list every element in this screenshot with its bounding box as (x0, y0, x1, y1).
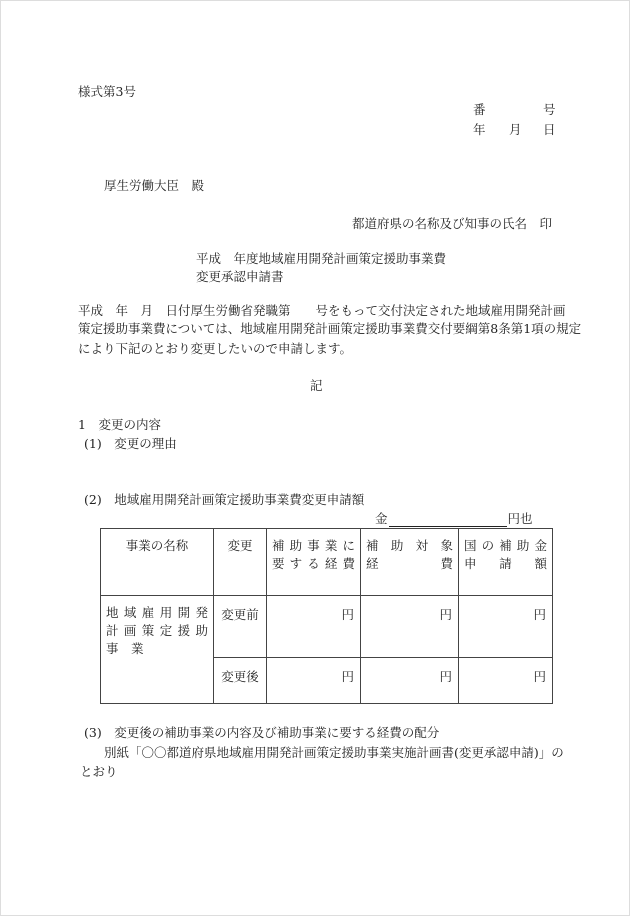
subsidy-cell: 円 (533, 669, 546, 684)
title-line-1: 平成 年度地域雇用開発計画策定援助事業費 (196, 251, 447, 266)
amount-line (375, 511, 533, 527)
date-month: 月 (509, 122, 522, 137)
item-3-text-line-1: 別紙「〇〇都道府県地域雇用開発計画策定援助事業実施計画書(変更承認申請)」の (104, 745, 564, 760)
body-line-1: 平成 年 月 日付厚生労働省発職第 号をもって交付決定された地域雇用開発計画 (78, 303, 566, 318)
number-label-1: 番 (473, 102, 486, 117)
table-row (101, 596, 553, 658)
subsidy-cell: 円 (533, 607, 546, 622)
number-label-2: 号 (543, 102, 556, 117)
form-number: 様式第3号 (78, 84, 136, 99)
item-1-heading: (1) 変更の理由 (84, 436, 177, 451)
header-change: 変更 (227, 538, 253, 553)
date-day: 日 (543, 122, 556, 137)
project-name-l1: 地域雇用開発 (106, 605, 208, 620)
header-cost-l2: 要する経費 (272, 556, 355, 571)
eligible-cell: 円 (439, 669, 452, 684)
budget-table (100, 528, 553, 704)
cost-cell: 円 (341, 669, 354, 684)
addressee: 厚生労働大臣 殿 (104, 178, 205, 193)
header-cost-l1: 補助事業に (272, 538, 355, 553)
item-2-heading: (2) 地域雇用開発計画策定援助事業費変更申請額 (84, 492, 365, 507)
section-1-heading: 1 変更の内容 (78, 417, 161, 432)
amount-blank[interactable] (389, 513, 507, 527)
cost-cell: 円 (341, 607, 354, 622)
row-label: 変更後 (221, 669, 259, 684)
project-name-l2: 計画策定援助 (106, 623, 208, 638)
title-line-2: 変更承認申請書 (196, 269, 284, 284)
date-year: 年 (473, 122, 486, 137)
row-label: 変更前 (221, 607, 259, 622)
project-name-l3: 事 業 (106, 641, 144, 656)
ki-heading: 記 (310, 378, 323, 393)
header-name: 事業の名称 (125, 538, 189, 553)
header-eligible-l1: 補助対象 (366, 538, 453, 553)
amount-prefix: 金 (375, 511, 388, 526)
header-subsidy-l2: 申請額 (464, 556, 547, 571)
amount-suffix: 円也 (507, 511, 533, 526)
item-3-text-line-2: とおり (80, 764, 118, 779)
item-3-heading: (3) 変更後の補助事業の内容及び補助事業に要する経費の配分 (84, 725, 440, 740)
eligible-cell: 円 (439, 607, 452, 622)
header-subsidy-l1: 国の補助金 (464, 538, 547, 553)
body-line-2: 策定援助事業費については、地域雇用開発計画策定援助事業費交付要綱第8条第1項の規定 (78, 321, 582, 336)
body-line-3: により下記のとおり変更したいので申請します。 (78, 341, 353, 356)
header-eligible-l2: 経費 (366, 556, 453, 571)
applicant: 都道府県の名称及び知事の氏名 印 (352, 216, 553, 231)
